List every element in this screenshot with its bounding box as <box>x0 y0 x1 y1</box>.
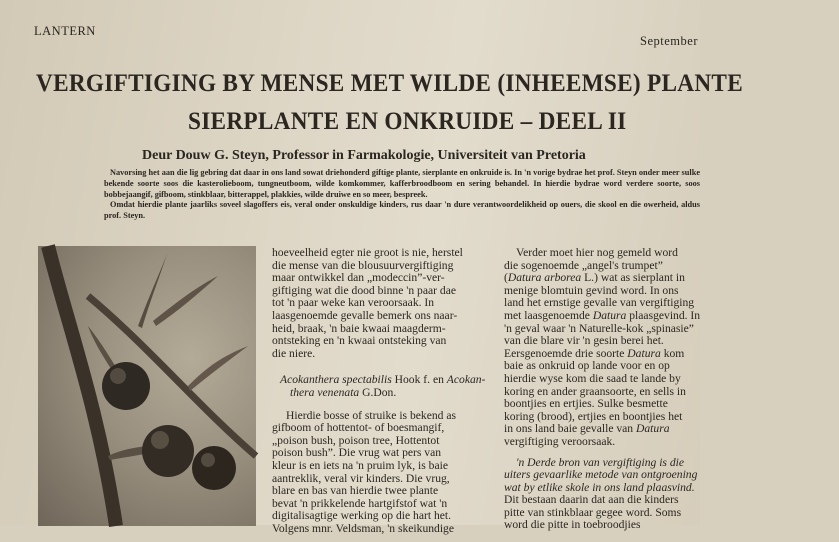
running-head-right: September <box>640 34 698 48</box>
species-name-a: Acokanthera spectabilis <box>280 373 392 387</box>
column-middle <box>272 247 498 542</box>
intro-paragraph-1: Navorsing het aan die lig gebring dat daar in ons land sowat driehonderd giftige plante, sierplante en onkruide is. In 'n vorige bydrae het prof. Steyn onder meer sulke bekende soorte soos die kasterolieboom, tungneutboom, wilde komkommer, kafferbroodboom en sering behandel. In hierdie bydrae word verdere soorte, soos bobbejaangif, gifboom, stinkblaar, bitterappel, plakkies, wilde druiwe en so meer, bespreek. <box>104 168 700 199</box>
byline: Deur Douw G. Steyn, Professor in Farmakologie, Universiteit van Pretoria <box>142 148 586 163</box>
text-fragment: kom <box>660 346 685 360</box>
species-name-b-rest: thera venenata <box>290 385 360 399</box>
column-right <box>504 247 704 539</box>
headline-line-1: VERGIFTIGING BY MENSE MET WILDE (INHEEMSE) PLANTE <box>36 70 743 97</box>
text-line: bevat 'n prikkelende hartgifstof wat 'n <box>272 496 448 510</box>
text-line: „poison bush, poison tree, Hottentot <box>272 433 440 447</box>
species-name: Datura <box>636 422 670 436</box>
text-line: blare en bas van hierdie twee plante <box>272 484 439 498</box>
species-name: Datura <box>592 308 627 322</box>
headline-line-2: SIERPLANTE EN ONKRUIDE – DEEL II <box>188 108 627 135</box>
text-line: die mense van die blousuurvergiftiging <box>272 258 454 272</box>
intro-paragraph-2: Omdat hierdie plante jaarliks soveel slagoffers eis, veral onder onskuldige kinders, rus daar 'n dure verantwoordelikheid op ouers, die skool en die owerheid, aldus prof. Steyn. <box>104 200 700 221</box>
species-name-b-part: Acokan- <box>446 373 486 387</box>
text-line: hierdie wyse kom die saad te lande by <box>504 371 681 385</box>
text-fragment: Eersgenoemde drie soorte <box>504 346 628 360</box>
text-line: Volgens mnr. Veldsman, 'n skeikundige <box>272 521 454 535</box>
text-line: giftiging wat die dood binne 'n paar dae <box>272 283 456 297</box>
text-line: 'n geval waar 'n Naturelle-kok „spinasie” <box>504 321 694 335</box>
text-line: die sogenoemde „angel's trumpet” <box>504 258 663 272</box>
text-fragment: in ons land baie gevalle van <box>504 422 636 436</box>
text-line: baie as onkruid op lande voor en op <box>504 359 670 373</box>
text-line: hoeveelheid egter nie groot is nie, herstel <box>272 246 463 259</box>
text-line: land het ernstige gevalle van vergiftiging <box>504 296 695 310</box>
species-authority-b: G.Don. <box>359 385 397 399</box>
text-line: gifboom of hottentot- of boesmangif, <box>272 421 445 435</box>
text-line: koring (brood), ertjies en boontjies het <box>504 409 683 423</box>
text-line: 'n Derde bron van vergiftiging is die <box>516 455 684 469</box>
text-line: wat by etlike skole in ons land plaasvind. <box>504 480 695 494</box>
text-line: digitalisagtige werking op die hart het. <box>272 509 452 523</box>
text-line: kleur is en iets na 'n pruim lyk, is baie <box>272 458 448 472</box>
text-fragment: L.) wat as sierplant in <box>581 271 685 285</box>
text-line: maar ontwikkel dan „modeccin”-ver- <box>272 271 445 285</box>
text-line: van die blare vir 'n gesin berei het. <box>504 334 664 348</box>
text-fragment: plaasgevind. In <box>626 308 701 322</box>
text-line: koring en ander graansoorte, en sells in <box>504 384 686 398</box>
text-line: Verder moet hier nog gemeld word <box>516 246 678 259</box>
text-line: boontjies en ertjies. Sulke besmette <box>504 397 668 411</box>
text-fragment: met laasgenoemde <box>504 308 593 322</box>
species-heading <box>272 374 498 399</box>
running-head-left: LANTERN <box>34 24 96 38</box>
text-line: poison bush”. Die vrug wat pers van <box>272 446 442 460</box>
plant-photo-image <box>38 246 256 526</box>
text-line: menige blomtuin gevind word. In ons <box>504 283 679 297</box>
text-line: vergiftiging veroorsaak. <box>504 434 616 448</box>
text-line: ontsteking en 'n kwaai ontsteking van <box>272 334 447 348</box>
text-line: word die pitte in toebroodjies <box>504 518 641 532</box>
text-line: Hierdie bosse of struike is bekend as <box>286 408 457 422</box>
text-line: Dit bestaan daarin dat aan die kinders <box>504 493 679 507</box>
text-fragment: ( <box>504 271 508 285</box>
text-line: heid, braak, 'n baie kwaai maagderm- <box>272 321 446 335</box>
species-name: Datura arborea <box>507 271 582 285</box>
species-name: Datura <box>627 346 661 360</box>
text-line: pitte van stinkblaar gegee word. Soms <box>504 505 682 519</box>
intro-paragraphs <box>104 168 700 222</box>
text-line: uiters gevaarlike metode van ontgroening <box>504 468 698 482</box>
text-line: aantreklik, veral vir kinders. Die vrug, <box>272 471 450 485</box>
species-authority-a: Hook f. en <box>391 373 447 387</box>
text-line: tot 'n paar weke kan veroorsaak. In <box>272 296 435 310</box>
text-line: die niere. <box>272 346 316 360</box>
text-line: laasgenoemde gevalle bemerk ons naar- <box>272 308 458 322</box>
plant-photo <box>38 246 256 526</box>
